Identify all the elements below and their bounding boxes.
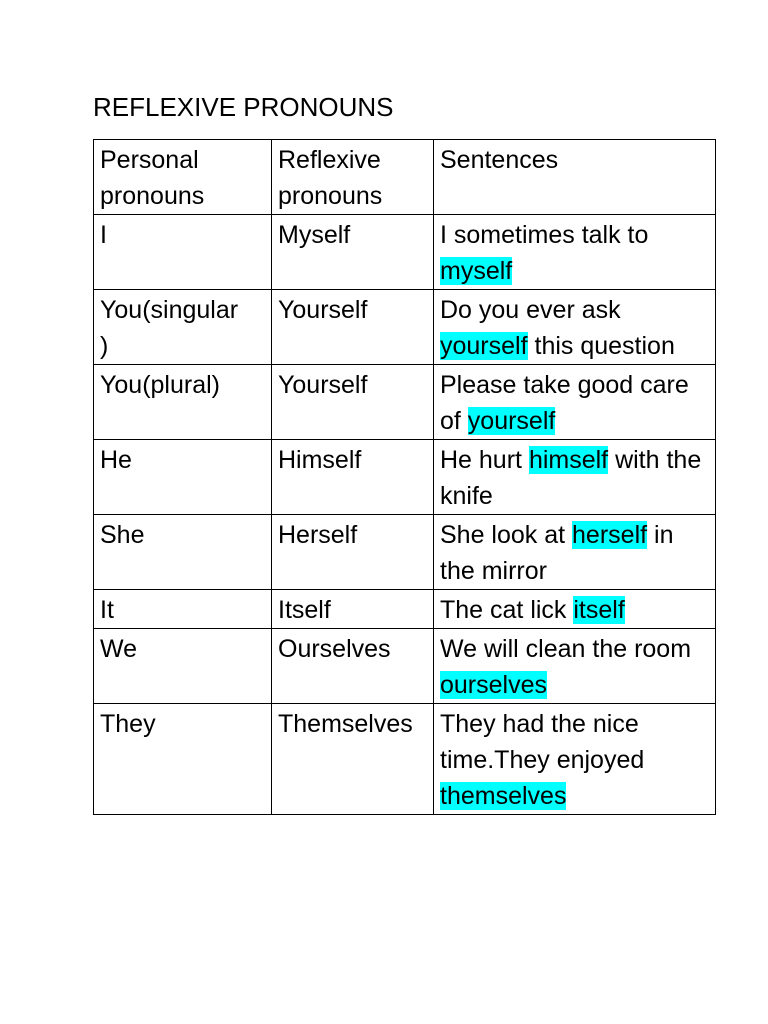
header-reflexive-pronouns — [272, 140, 434, 215]
personal-pronoun: You(singular — [100, 296, 239, 324]
highlighted-reflexive: himself — [528, 446, 609, 474]
header-reflexive-line1: Reflexive — [278, 146, 381, 174]
sentence-cell — [434, 365, 716, 440]
sentence-text-after: in the mirror — [440, 521, 674, 585]
reflexive-pronoun: Himself — [272, 440, 434, 515]
header-personal-pronouns — [94, 140, 272, 215]
personal-pronoun-cell — [94, 515, 272, 590]
reflexive-pronoun: Itself — [272, 590, 434, 629]
sentence-text: Do you ever ask — [440, 296, 621, 324]
personal-pronoun-wrap: ) — [100, 332, 109, 360]
header-personal-line2: pronouns — [100, 182, 205, 210]
sentence-text: Please take good care of — [440, 371, 689, 435]
pronouns-table — [93, 139, 716, 815]
header-sentences: Sentences — [434, 140, 716, 215]
highlighted-reflexive: yourself — [467, 407, 556, 435]
table-row — [94, 704, 716, 815]
reflexive-pronoun: Themselves — [272, 704, 434, 815]
sentence-text: She look at — [440, 521, 573, 549]
table-row — [94, 629, 716, 704]
sentence-cell — [434, 590, 716, 629]
personal-pronoun: She — [100, 521, 145, 549]
highlighted-reflexive: yourself — [440, 332, 528, 360]
reflexive-pronoun: Herself — [272, 515, 434, 590]
page-title: REFLEXIVE PRONOUNS — [93, 92, 394, 122]
header-personal-line1: Personal — [100, 146, 199, 174]
table-row — [94, 440, 716, 515]
table-row — [94, 515, 716, 590]
personal-pronoun-cell — [94, 365, 272, 440]
reflexive-pronoun: Yourself — [272, 365, 434, 440]
table-row — [94, 290, 716, 365]
reflexive-pronoun: Ourselves — [272, 629, 434, 704]
personal-pronoun: He — [100, 446, 132, 474]
highlighted-reflexive: herself — [572, 521, 648, 549]
sentence-text-after: this question — [527, 332, 675, 360]
personal-pronoun-cell — [94, 440, 272, 515]
sentence-text: He hurt — [440, 446, 529, 474]
personal-pronoun-cell — [94, 590, 272, 629]
sentence-text: The cat lick — [440, 596, 574, 624]
personal-pronoun: I — [100, 221, 107, 249]
sentence-cell — [434, 704, 716, 815]
header-reflexive-line2: pronouns — [278, 182, 383, 210]
highlighted-reflexive: itself — [573, 596, 625, 624]
sentence-cell — [434, 215, 716, 290]
sentence-cell — [434, 515, 716, 590]
reflexive-pronoun: Myself — [272, 215, 434, 290]
table-row — [94, 365, 716, 440]
table-header-row — [94, 140, 716, 215]
personal-pronoun: It — [100, 596, 114, 624]
highlighted-reflexive: myself — [440, 257, 513, 285]
sentence-text: We will clean the room — [440, 635, 692, 663]
sentence-text: I sometimes talk to — [440, 221, 649, 249]
sentence-cell — [434, 629, 716, 704]
personal-pronoun: They — [100, 710, 156, 738]
personal-pronoun: We — [100, 635, 138, 663]
sentence-text-after: with the knife — [440, 446, 702, 510]
table-row — [94, 590, 716, 629]
table-row — [94, 215, 716, 290]
highlighted-reflexive: themselves — [440, 782, 567, 810]
personal-pronoun-cell — [94, 704, 272, 815]
personal-pronoun-cell — [94, 290, 272, 365]
highlighted-reflexive: ourselves — [440, 671, 547, 699]
sentence-cell — [434, 290, 716, 365]
personal-pronoun-cell — [94, 215, 272, 290]
reflexive-pronoun: Yourself — [272, 290, 434, 365]
sentence-cell — [434, 440, 716, 515]
personal-pronoun-cell — [94, 629, 272, 704]
sentence-text: They had the nice time.They enjoyed — [440, 710, 645, 774]
personal-pronoun: You(plural) — [100, 371, 220, 399]
